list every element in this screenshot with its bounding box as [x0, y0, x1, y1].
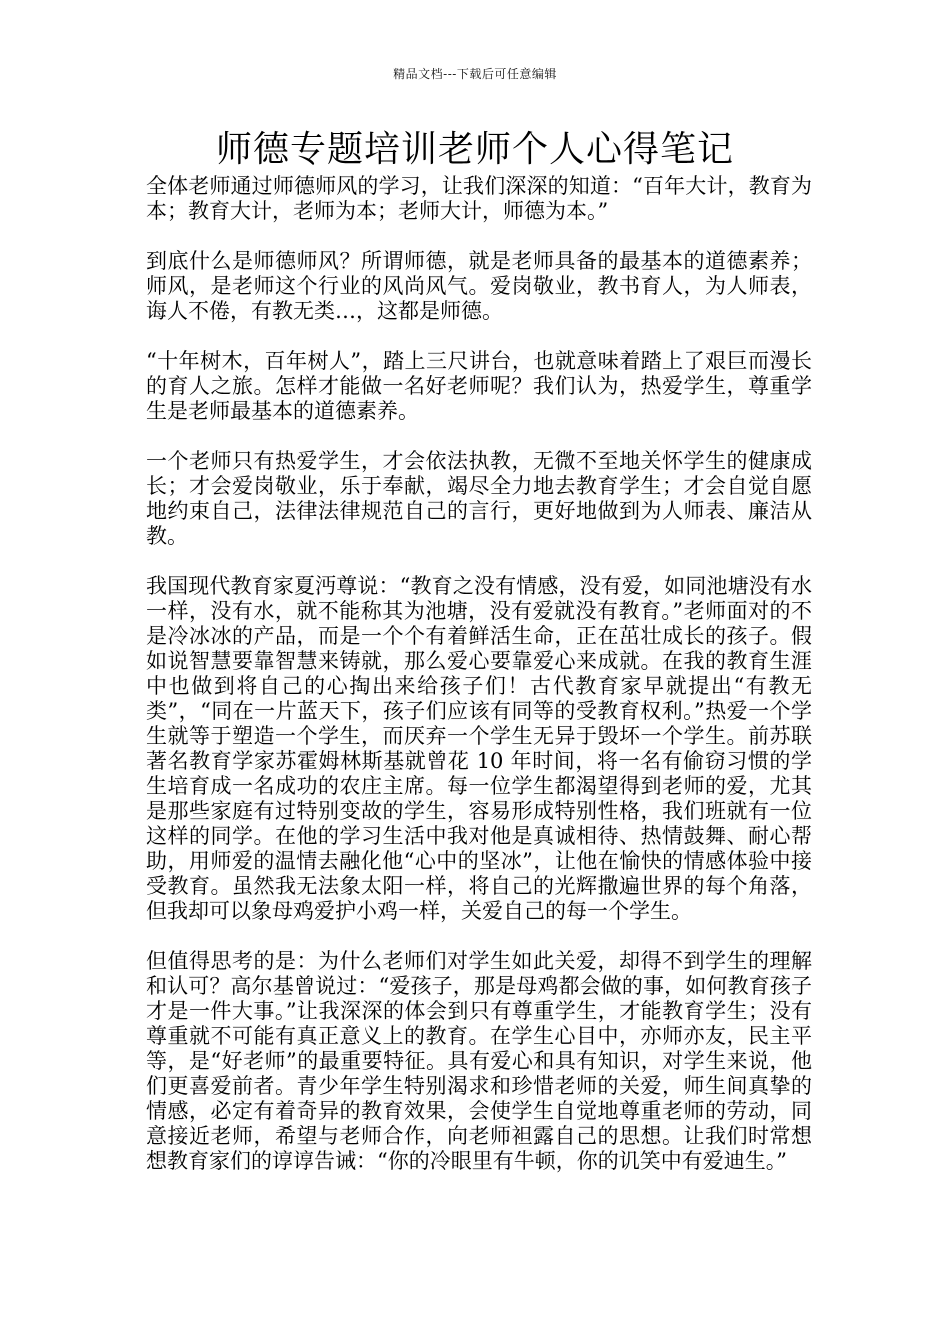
paragraph-2: 到底什么是师德师风？所谓师德，就是老师具备的最基本的道德素养；师风，是老师这个行业的风尚风气。爱岗敬业，教书育人，为人师表，诲人不倦，有教无类…，这都是师德。	[146, 249, 812, 323]
document-body	[146, 174, 812, 1174]
paragraph-5: 我国现代教育家夏沔尊说：“教育之没有情感，没有爱，如同池塘没有水一样，没有水，就不能称其为池塘，没有爱就没有教育。”老师面对的不是冷冰冰的产品，而是一个个有着鲜活生命，正在茁壮成长的孩子。假如说智慧要靠智慧来铸就，那么爱心要靠爱心来成就。在我的教育生涯中也做到将自己的心掏出来给孩子们！古代教育家早就提出“有教无类”，“同在一片蓝天下，孩子们应该有同等的受教育权利。”热爱一个学生就等于塑造一个学生，而厌弃一个学生无异于毁坏一个学生。前苏联著名教育学家苏霍姆林斯基就曾花 10 年时间，将一名有偷窃习惯的学生培育成一名成功的农庄主席。每一位学生都渴望得到老师的爱，尤其是那些家庭有过特别变故的学生，容易形成特别性格，我们班就有一位这样的同学。在他的学习生活中我对他是真诚相待、热情鼓舞、耐心帮助，用师爱的温情去融化他“心中的坚冰”，让他在愉快的情感体验中接受教育。虽然我无法象太阳一样，将自己的光辉撒遍世界的每个角落，但我却可以象母鸡爱护小鸡一样，关爱自己的每一个学生。	[146, 574, 812, 923]
paragraph-3: “十年树木，百年树人”，踏上三尺讲台，也就意味着踏上了艰巨而漫长的育人之旅。怎样才能做一名好老师呢？我们认为，热爱学生，尊重学生是老师最基本的道德素养。	[146, 349, 812, 423]
page-header-note: 精品文档---下载后可任意编辑	[393, 67, 557, 81]
paragraph-6: 但值得思考的是：为什么老师们对学生如此关爱，却得不到学生的理解和认可？高尔基曾说过：“爱孩子，那是母鸡都会做的事，如何教育孩子才是一件大事。”让我深深的体会到只有尊重学生，才能教育学生；没有尊重就不可能有真正意义上的教育。在学生心目中，亦师亦友，民主平等，是“好老师”的最重要特征。具有爱心和具有知识，对学生来说，他们更喜爱前者。青少年学生特别渴求和珍惜老师的关爱，师生间真挚的情感，必定有着奇异的教育效果，会使学生自觉地尊重老师的劳动，同意接近老师，希望与老师合作，向老师袒露自己的思想。让我们时常想想教育家们的谆谆告诫：“你的冷眼里有牛顿，你的讥笑中有爱迪生。”	[146, 949, 812, 1173]
paragraph-4: 一个老师只有热爱学生，才会依法执教，无微不至地关怀学生的健康成长；才会爱岗敬业，乐于奉献，竭尽全力地去教育学生；才会自觉自愿地约束自己，法律法律规范自己的言行，更好地做到为人师表、廉洁从教。	[146, 449, 812, 548]
paragraph-1: 全体老师通过师德师风的学习，让我们深深的知道：“百年大计，教育为本；教育大计，老师为本；老师大计，师德为本。”	[146, 174, 812, 223]
document-title: 师德专题培训老师个人心得笔记	[215, 129, 734, 170]
